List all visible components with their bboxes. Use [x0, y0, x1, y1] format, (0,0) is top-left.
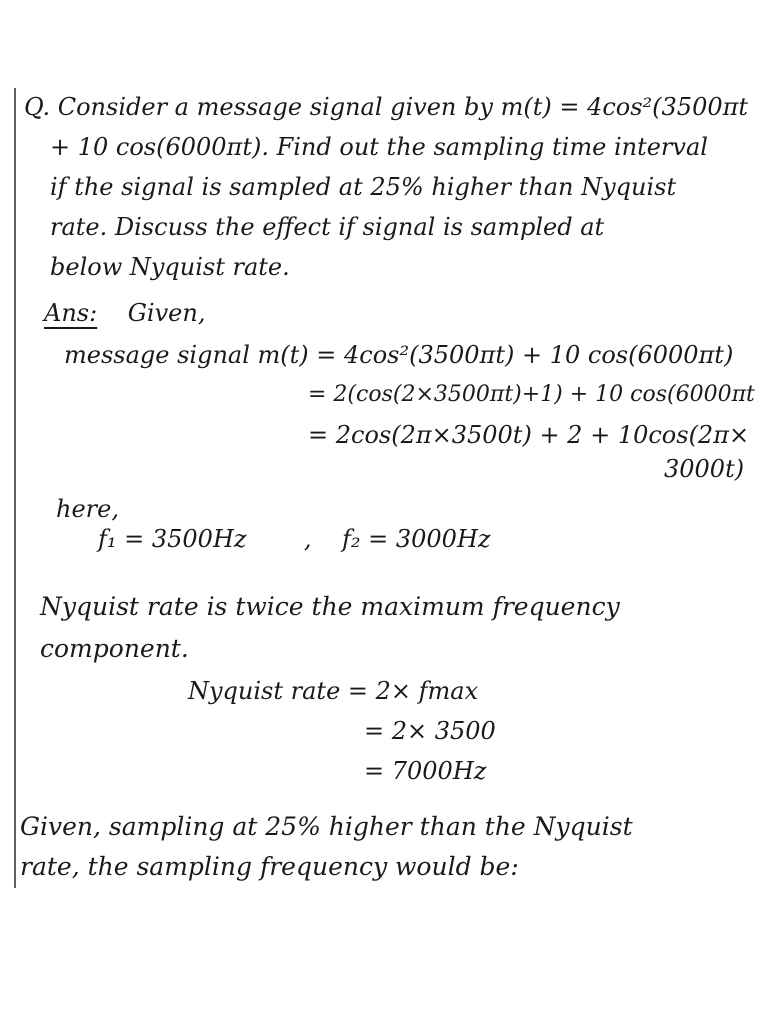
message-line-3: = 2cos(2π×3500t) + 2 + 10cos(2π× [308, 421, 750, 449]
margin-line [14, 88, 16, 888]
nyquist-definition-line-1: Nyquist rate is twice the maximum frequency [40, 592, 620, 621]
question-line-3: if the signal is sampled at 25% higher than Nyquist [50, 173, 677, 201]
message-line-2: = 2(cos(2×3500πt)+1) + 10 cos(6000πt [308, 382, 755, 407]
f2-value: f₂ = 3000Hz [342, 525, 491, 553]
message-line-1: message signal m(t) = 4cos²(3500πt) + 10 cos(6000πt) [64, 341, 734, 369]
nyquist-calc-line-1: Nyquist rate = 2× fmax [188, 677, 479, 705]
frequency-separator: , [303, 525, 312, 553]
answer-heading [44, 298, 205, 328]
given-sampling-line-2: rate, the sampling frequency would be: [20, 852, 519, 881]
given-sampling-line-1: Given, sampling at 25% higher than the Nyquist [20, 812, 633, 841]
frequency-values [98, 524, 491, 554]
nyquist-calc-line-3: = 7000Hz [364, 757, 487, 785]
nyquist-definition-line-2: component. [40, 634, 189, 663]
question-line-5: below Nyquist rate. [50, 253, 290, 281]
question-line-1: Q. Consider a message signal given by m(t) = 4cos²(3500πt [24, 93, 749, 121]
given-label: Given, [127, 299, 206, 327]
answer-label: Ans: [44, 299, 98, 327]
f1-value: f₁ = 3500Hz [98, 525, 247, 553]
nyquist-calc-line-2: = 2× 3500 [364, 717, 496, 745]
message-line-4: 3000t) [664, 455, 745, 483]
question-line-4: rate. Discuss the effect if signal is sampled at [50, 213, 605, 241]
question-line-2: + 10 cos(6000πt). Find out the sampling time interval [50, 133, 708, 161]
here-label: here, [56, 495, 119, 523]
